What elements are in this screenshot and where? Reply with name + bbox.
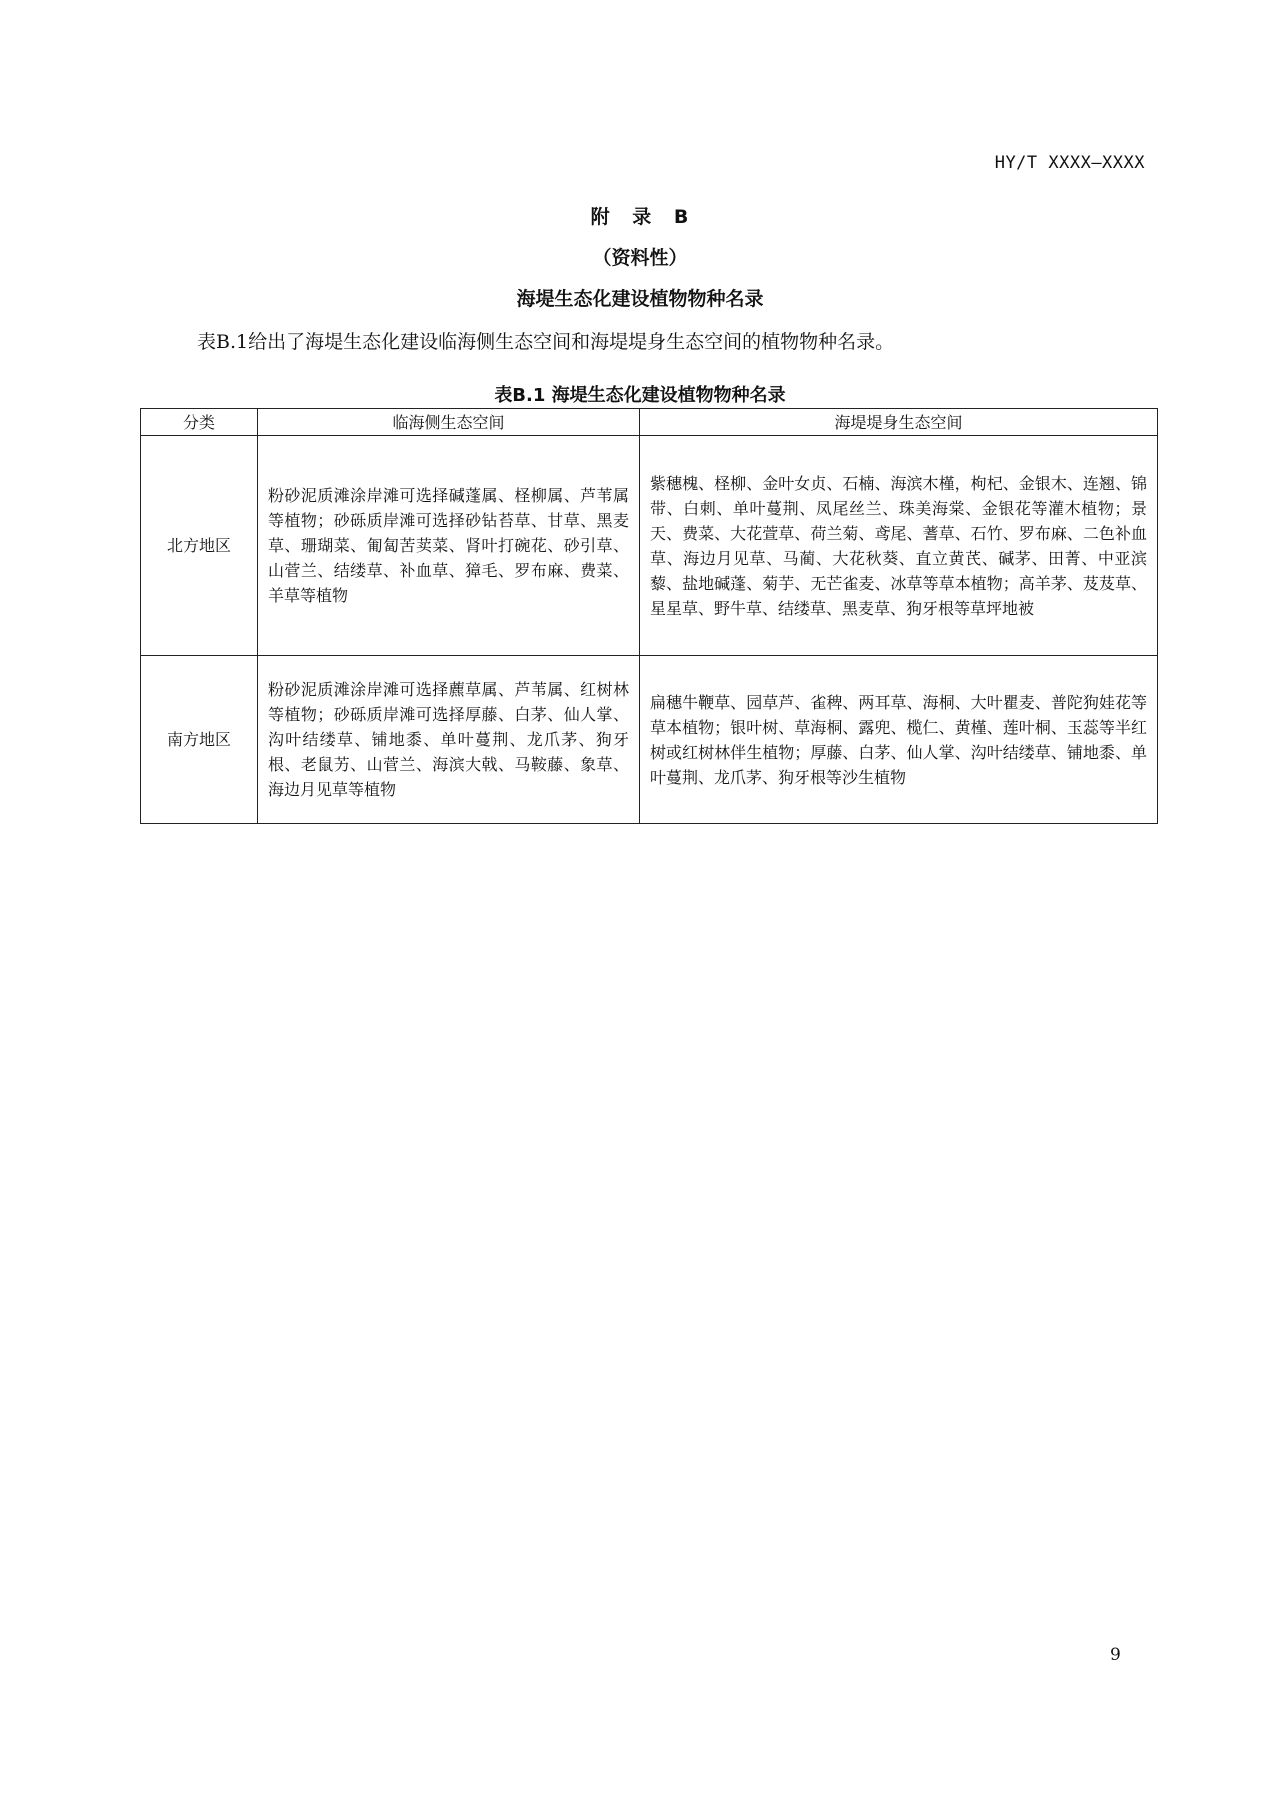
header-seaside-space: 临海侧生态空间	[258, 409, 640, 436]
plant-species-table	[140, 408, 1158, 824]
region-north: 北方地区	[141, 436, 258, 656]
page-number: 9	[1110, 1645, 1121, 1665]
embankment-plants-north: 紫穗槐、柽柳、金叶女贞、石楠、海滨木槿，枸杞、金银木、连翘、锦带、白刺、单叶蔓荆、凤尾丝兰、珠美海棠、金银花等灌木植物；景天、费菜、大花萱草、荷兰菊、鸢尾、蓍草、石竹、罗布麻、二色补血草、海边月见草、马蔺、大花秋葵、直立黄芪、碱茅、田菁、中亚滨藜、盐地碱蓬、菊芋、无芒雀麦、冰草等草本植物；高羊茅、芨芨草、星星草、野牛草、结缕草、黑麦草、狗牙根等草坪地被	[640, 436, 1158, 656]
header-category: 分类	[141, 409, 258, 436]
table-header-row	[141, 409, 1158, 436]
standard-code: HY/T XXXX—XXXX	[994, 153, 1145, 173]
seaside-plants-north: 粉砂泥质滩涂岸滩可选择碱蓬属、柽柳属、芦苇属等植物；砂砾质岸滩可选择砂钻苔草、甘草、黑麦草、珊瑚菜、匍匐苦荬菜、肾叶打碗花、砂引草、山菅兰、结缕草、补血草、獐毛、罗布麻、费菜、羊草等植物	[258, 436, 640, 656]
table-title: 表B.1 海堤生态化建设植物物种名录	[494, 385, 786, 406]
header-embankment-space: 海堤堤身生态空间	[640, 409, 1158, 436]
appendix-nature: （资料性）	[592, 247, 688, 269]
embankment-plants-south: 扁穗牛鞭草、园草芦、雀稗、两耳草、海桐、大叶瞿麦、普陀狗娃花等草本植物；银叶树、草海桐、露兜、榄仁、黄槿、莲叶桐、玉蕊等半红树或红树林伴生植物；厚藤、白茅、仙人掌、沟叶结缕草、铺地黍、单叶蔓荆、龙爪茅、狗牙根等沙生植物	[640, 656, 1158, 824]
appendix-label: 附 录 B	[590, 206, 690, 228]
seaside-plants-south: 粉砂泥质滩涂岸滩可选择藨草属、芦苇属、红树林等植物；砂砾质岸滩可选择厚藤、白茅、仙人掌、沟叶结缕草、铺地黍、单叶蔓荆、龙爪茅、狗牙根、老鼠艻、山菅兰、海滨大戟、马鞍藤、象草、海边月见草等植物	[258, 656, 640, 824]
table-row-south	[141, 656, 1158, 824]
appendix-title: 海堤生态化建设植物物种名录	[516, 288, 764, 310]
table-row-north	[141, 436, 1158, 656]
region-south: 南方地区	[141, 656, 258, 824]
intro-paragraph: 表B.1给出了海堤生态化建设临海侧生态空间和海堤堤身生态空间的植物物种名录。	[197, 331, 895, 353]
